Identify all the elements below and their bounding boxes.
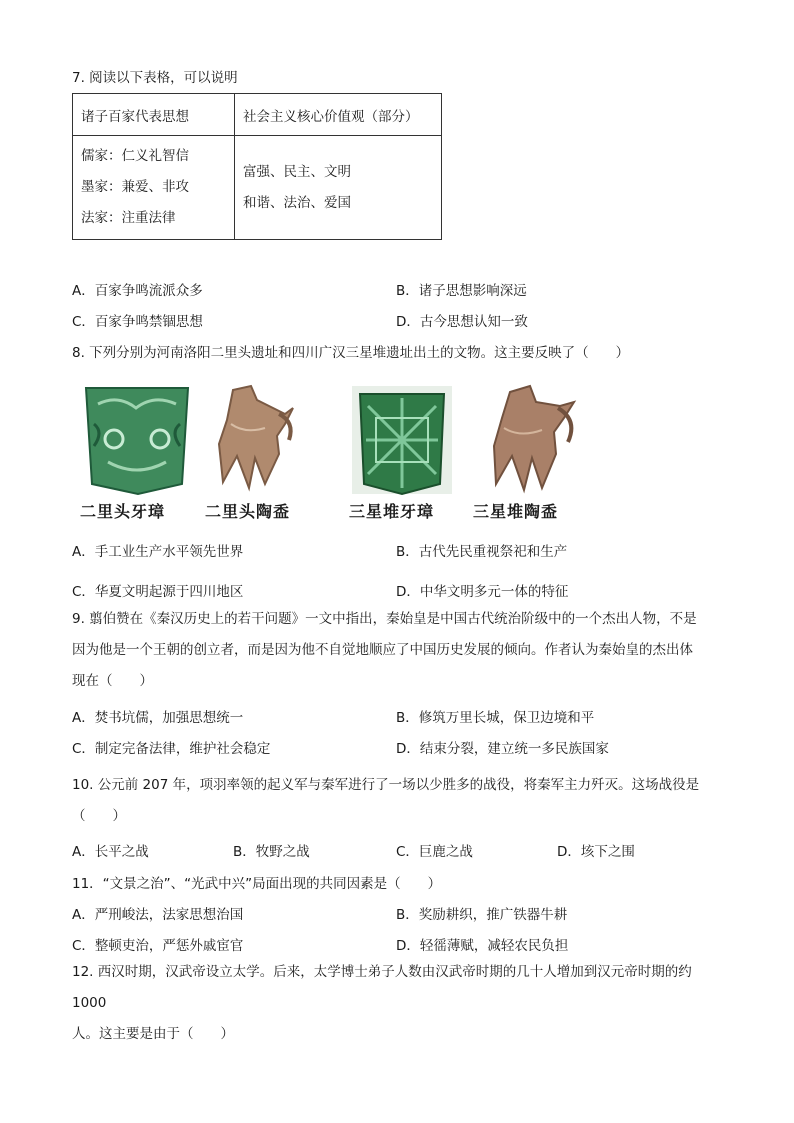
q9-stem bbox=[72, 604, 724, 697]
table-header-left: 诸子百家代表思想 bbox=[73, 94, 235, 136]
erlitou-taohe-image bbox=[205, 384, 300, 496]
q10-option-d[interactable]: D．垓下之围 bbox=[557, 844, 635, 860]
q10-line: 10. 公元前 207 年，项羽率领的起义军与秦军进行了一场以少胜多的战役，将秦军主力歼灭。这场战役是 bbox=[72, 777, 700, 793]
q12-stem bbox=[72, 957, 724, 1050]
q11-option-a[interactable]: A．严刑峻法，法家思想治国 bbox=[72, 907, 244, 923]
q9-option-d[interactable]: D．结束分裂，建立统一多民族国家 bbox=[396, 741, 609, 757]
q8-option-c[interactable]: C．华夏文明起源于四川地区 bbox=[72, 584, 244, 600]
q7-option-a[interactable]: A．百家争鸣流派众多 bbox=[72, 283, 203, 299]
table-line: 法家：注重法律 bbox=[81, 210, 176, 226]
q8-option-d[interactable]: D．中华文明多元一体的特征 bbox=[396, 584, 569, 600]
q8-stem: 8. 下列分别为河南洛阳二里头遗址和四川广汉三星堆遗址出土的文物。这主要反映了（ ） bbox=[72, 345, 630, 361]
q7-stem: 7. 阅读以下表格，可以说明 bbox=[72, 70, 238, 86]
table-cell-values bbox=[235, 136, 442, 240]
caption-erlitou-yazhang: 二里头牙璋 bbox=[80, 502, 166, 521]
q10-option-a[interactable]: A．长平之战 bbox=[72, 844, 149, 860]
table-line: 墨家：兼爱、非攻 bbox=[81, 179, 189, 195]
q10-option-c[interactable]: C．巨鹿之战 bbox=[396, 844, 473, 860]
table-header-right: 社会主义核心价值观（部分） bbox=[235, 94, 442, 136]
caption-sanxingdui-taohe: 三星堆陶盉 bbox=[473, 502, 559, 521]
q9-option-c[interactable]: C．制定完备法律，维护社会稳定 bbox=[72, 741, 271, 757]
sanxingdui-taohe-image bbox=[480, 384, 580, 496]
q9-line: 9. 翦伯赞在《秦汉历史上的若干问题》一文中指出，秦始皇是中国古代统治阶级中的一个杰出人物，不是 bbox=[72, 611, 697, 627]
q11-option-d[interactable]: D．轻徭薄赋，减轻农民负担 bbox=[396, 938, 569, 954]
q8-option-b[interactable]: B．古代先民重视祭祀和生产 bbox=[396, 544, 568, 560]
q12-line: 人。这主要是由于（ ） bbox=[72, 1026, 234, 1042]
q11-option-c[interactable]: C．整顿吏治，严惩外戚宦官 bbox=[72, 938, 244, 954]
q10-stem bbox=[72, 770, 724, 832]
q9-option-b[interactable]: B．修筑万里长城，保卫边境和平 bbox=[396, 710, 595, 726]
q7-option-c[interactable]: C．百家争鸣禁锢思想 bbox=[72, 314, 203, 330]
q11-stem: 11．“文景之治”、“光武中兴”局面出现的共同因素是（ ） bbox=[72, 876, 442, 892]
q7-table bbox=[72, 93, 442, 240]
q8-option-a[interactable]: A．手工业生产水平领先世界 bbox=[72, 544, 244, 560]
erlitou-yazhang-image bbox=[78, 384, 196, 496]
caption-erlitou-taohe: 二里头陶盉 bbox=[205, 502, 291, 521]
q9-option-a[interactable]: A．焚书坑儒，加强思想统一 bbox=[72, 710, 244, 726]
caption-sanxingdui-yazhang: 三星堆牙璋 bbox=[349, 502, 435, 521]
table-cell-schools bbox=[73, 136, 235, 240]
table-line: 富强、民主、文明 bbox=[243, 163, 351, 180]
q9-line: 因为他是一个王朝的创立者，而是因为他不自觉地顺应了中国历史发展的倾向。作者认为秦始皇的杰出体 bbox=[72, 642, 693, 658]
q12-line: 12. 西汉时期，汉武帝设立太学。后来，太学博士弟子人数由汉武帝时期的几十人增加到汉元帝时期的约 1000 bbox=[72, 964, 692, 1011]
q7-option-d[interactable]: D．古今思想认知一致 bbox=[396, 314, 528, 330]
q10-line: （ ） bbox=[72, 808, 126, 824]
q11-option-b[interactable]: B．奖励耕织，推广铁器牛耕 bbox=[396, 907, 568, 923]
table-line: 和谐、法治、爱国 bbox=[243, 194, 351, 211]
q10-option-b[interactable]: B．牧野之战 bbox=[233, 844, 310, 860]
sanxingdui-yazhang-image bbox=[348, 384, 456, 496]
table-line: 儒家：仁义礼智信 bbox=[81, 148, 189, 164]
q9-line: 现在（ ） bbox=[72, 673, 153, 689]
q7-option-b[interactable]: B．诸子思想影响深远 bbox=[396, 283, 527, 299]
